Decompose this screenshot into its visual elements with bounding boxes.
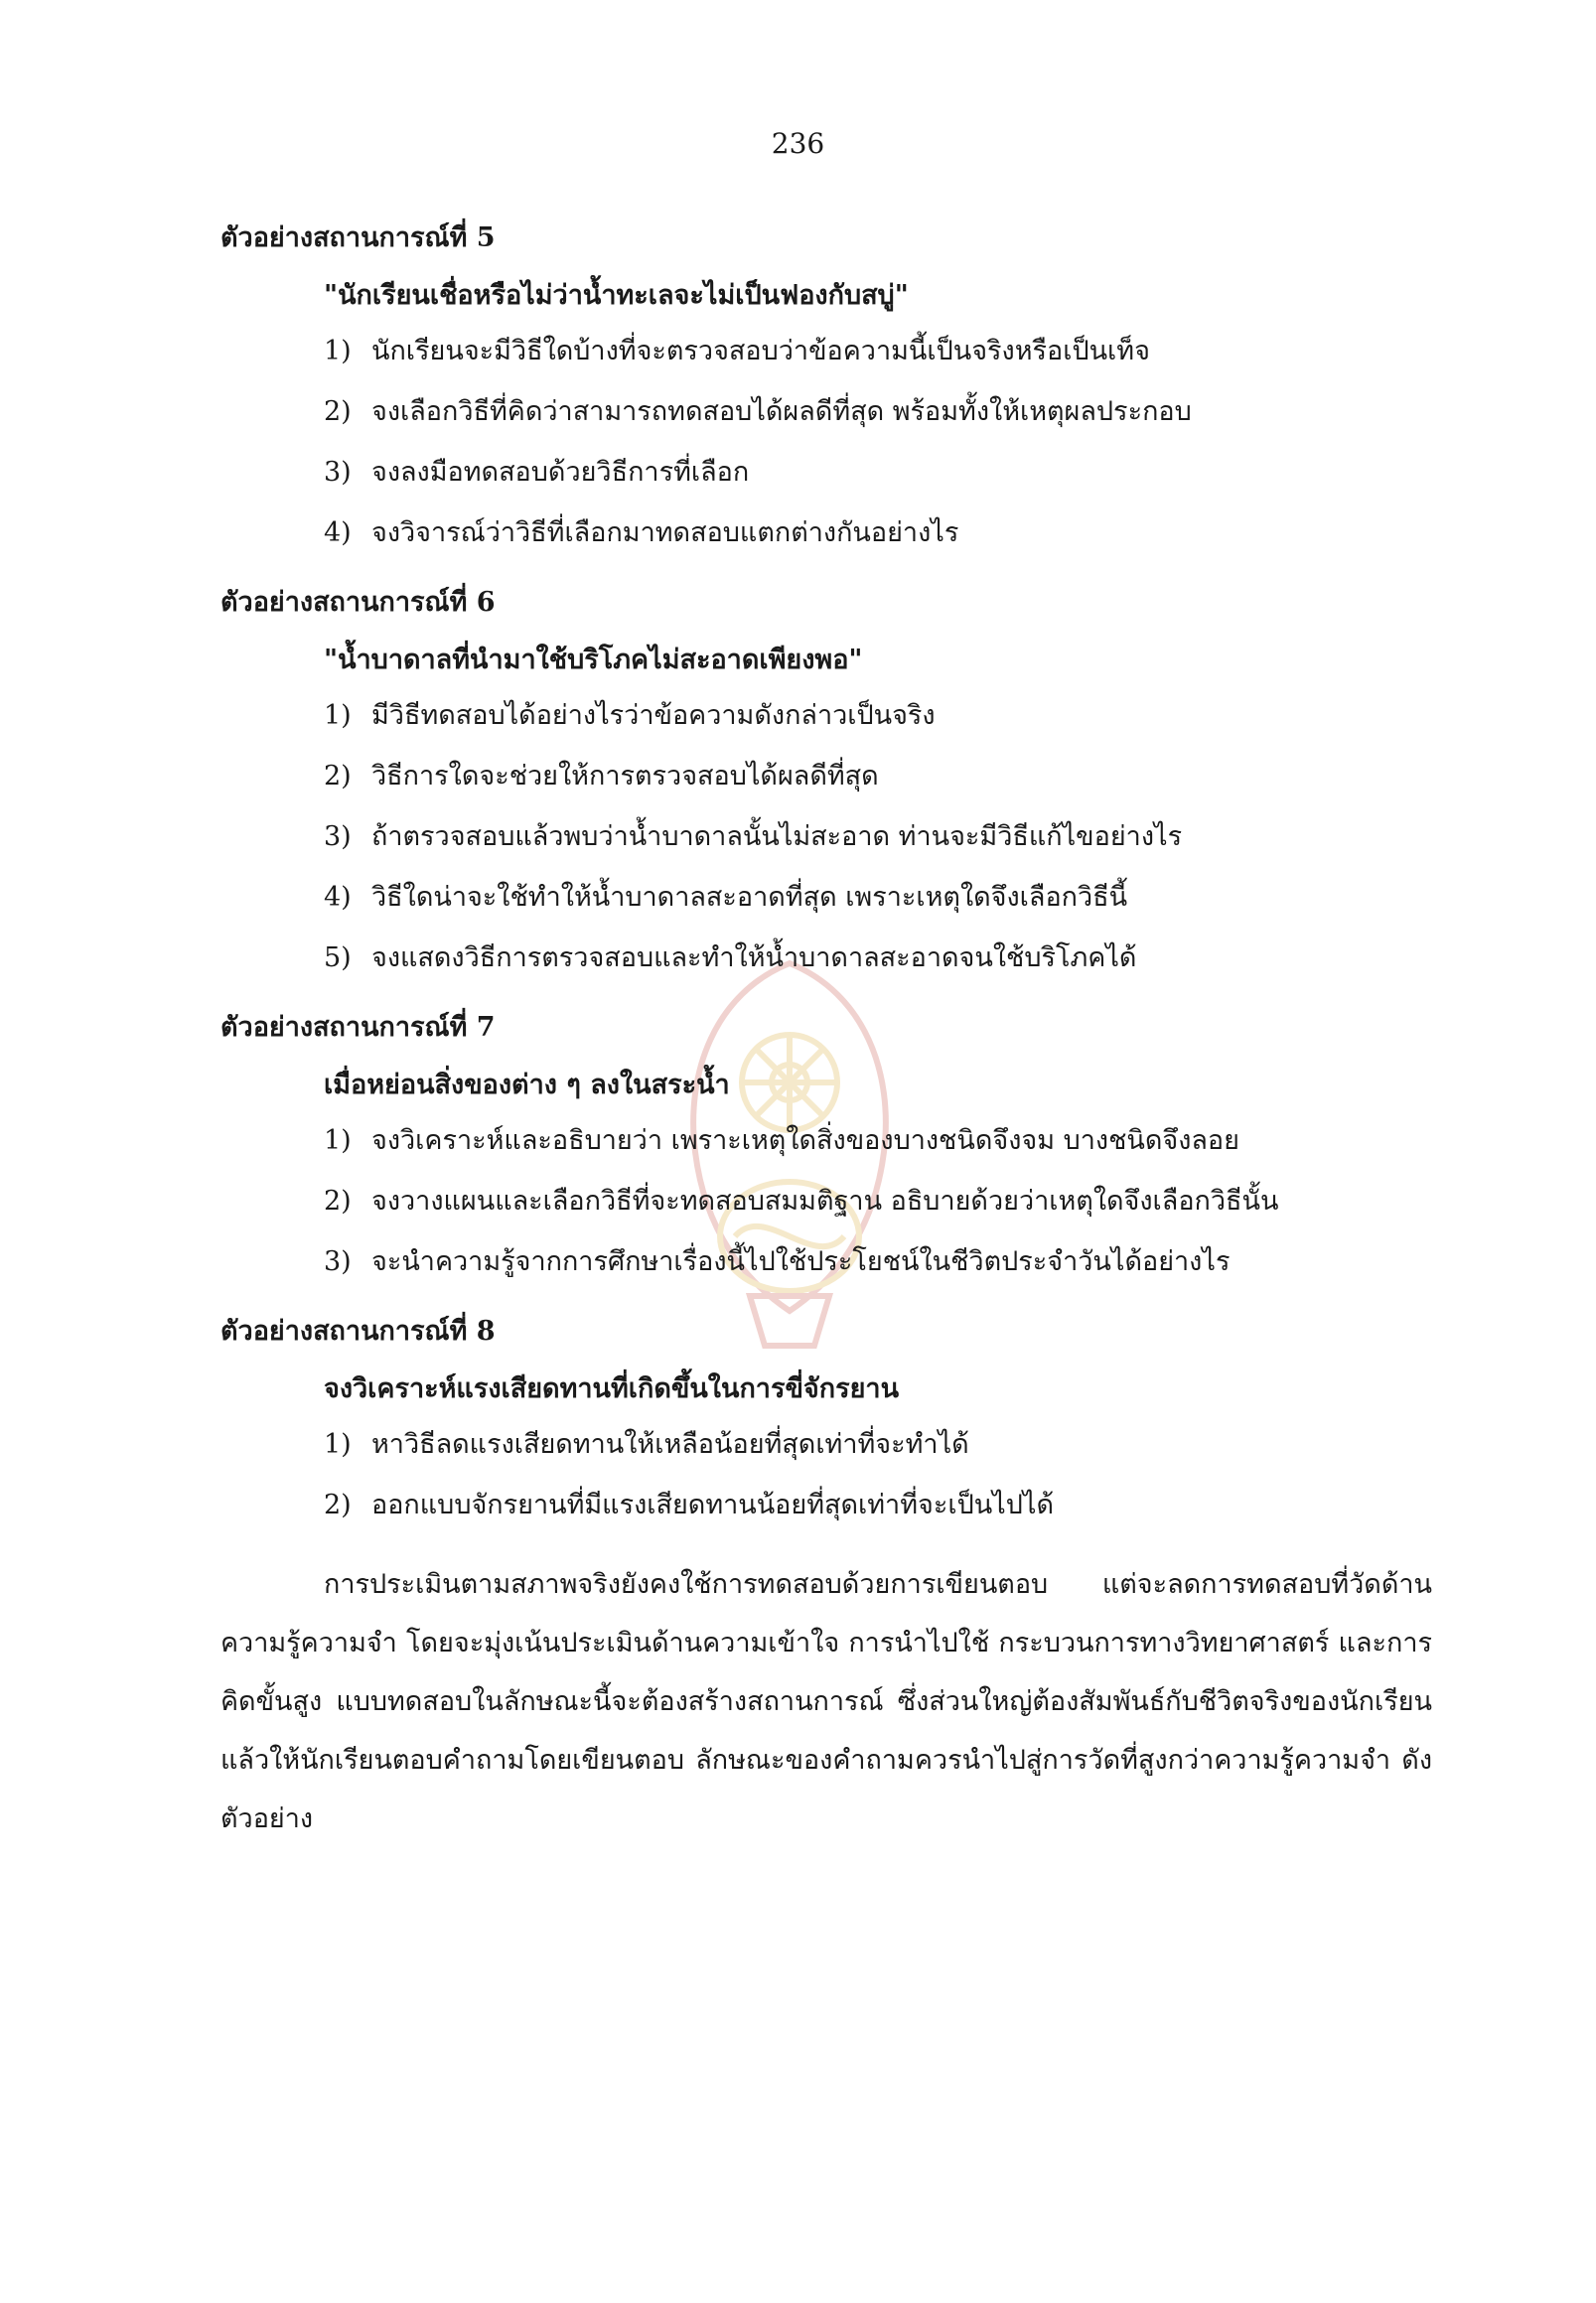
list-item xyxy=(324,1425,1432,1465)
item-text: ออกแบบจักรยานที่มีแรงเสียดทานน้อยที่สุดเท่าที่จะเป็นไปได้ xyxy=(371,1490,1054,1520)
item-number: 1) xyxy=(324,336,352,366)
item-number: 2) xyxy=(324,1490,352,1520)
situation-section xyxy=(220,1008,1432,1282)
list-item xyxy=(324,392,1432,432)
section-heading: ตัวอย่างสถานการณ์ที่ 6 xyxy=(220,587,496,618)
section-prompt: เมื่อหย่อนสิ่งของต่าง ๆ ลงในสระน้ำ xyxy=(324,1070,730,1100)
situation-section xyxy=(220,218,1432,553)
item-text: จะนำความรู้จากการศึกษาเรื่องนี้ไปใช้ประโยชน์ในชีวิตประจำวันได้อย่างไร xyxy=(371,1246,1231,1277)
section-heading: ตัวอย่างสถานการณ์ที่ 5 xyxy=(220,222,496,253)
section-prompt: "น้ำบาดาลที่นำมาใช้บริโภคไม่สะอาดเพียงพอ" xyxy=(324,645,863,675)
item-text: จงลงมือทดสอบด้วยวิธีการที่เลือก xyxy=(371,457,750,488)
page-content xyxy=(220,218,1432,1848)
section-heading: ตัวอย่างสถานการณ์ที่ 8 xyxy=(220,1316,496,1347)
item-number: 1) xyxy=(324,1429,352,1460)
list-item xyxy=(324,1486,1432,1525)
list-item xyxy=(324,938,1432,978)
situation-section xyxy=(220,1312,1432,1525)
item-number: 3) xyxy=(324,821,352,852)
item-text: มีวิธีทดสอบได้อย่างไรว่าข้อความดังกล่าวเป็นจริง xyxy=(371,700,936,731)
page-number: 236 xyxy=(771,127,825,160)
list-item xyxy=(324,1121,1432,1161)
list-item xyxy=(324,696,1432,736)
item-number: 2) xyxy=(324,1186,352,1217)
section-prompt: "นักเรียนเชื่อหรือไม่ว่าน้ำทะเลจะไม่เป็นฟองกับสบู่" xyxy=(324,280,909,311)
item-text: จงเลือกวิธีที่คิดว่าสามารถทดสอบได้ผลดีที่สุด พร้อมทั้งให้เหตุผลประกอบ xyxy=(371,396,1192,427)
list-item xyxy=(324,757,1432,796)
item-number: 2) xyxy=(324,396,352,427)
list-item xyxy=(324,1242,1432,1282)
list-item xyxy=(324,878,1432,918)
list-item xyxy=(324,453,1432,493)
item-number: 2) xyxy=(324,761,352,792)
item-text: วิธีการใดจะช่วยให้การตรวจสอบได้ผลดีที่สุด xyxy=(371,761,879,792)
list-item xyxy=(324,332,1432,371)
item-number: 3) xyxy=(324,1246,352,1277)
item-text: นักเรียนจะมีวิธีใดบ้างที่จะตรวจสอบว่าข้อความนี้เป็นจริงหรือเป็นเท็จ xyxy=(371,336,1150,366)
closing-paragraph: การประเมินตามสภาพจริงยังคงใช้การทดสอบด้วยการเขียนตอบ แต่จะลดการทดสอบที่วัดด้านความรู้ความจำ โดยจะมุ่งเน้นประเมินด้านความเข้าใจ การนำไปใช้ กระบวนการทางวิทยาศาสตร์ และการคิดขั้นสูง แบบทดสอบในลักษณะนี้จะต้องสร้างสถานการณ์ ซึ่งส่วนใหญ่ต้องสัมพันธ์กับชีวิตจริงของนักเรียน แล้วให้นักเรียนตอบคำถามโดยเขียนตอบ ลักษณะของคำถามควรนำไปสู่การวัดที่สูงกว่าความรู้ความจำ ดังตัวอย่าง xyxy=(220,1569,1432,1834)
section-heading: ตัวอย่างสถานการณ์ที่ 7 xyxy=(220,1012,496,1043)
situation-section xyxy=(220,583,1432,978)
item-number: 1) xyxy=(324,700,352,731)
item-number: 3) xyxy=(324,457,352,488)
item-number: 1) xyxy=(324,1125,352,1156)
list-item xyxy=(324,1182,1432,1222)
item-text: จงวิจารณ์ว่าวิธีที่เลือกมาทดสอบแตกต่างกันอย่างไร xyxy=(371,517,959,548)
item-text: วิธีใดน่าจะใช้ทำให้น้ำบาดาลสะอาดที่สุด เพราะเหตุใดจึงเลือกวิธีนี้ xyxy=(371,882,1128,913)
list-item xyxy=(324,817,1432,857)
list-item xyxy=(324,513,1432,553)
item-number: 4) xyxy=(324,882,352,913)
item-text: จงแสดงวิธีการตรวจสอบและทำให้น้ำบาดาลสะอาดจนใช้บริโภคได้ xyxy=(371,942,1137,973)
item-text: หาวิธีลดแรงเสียดทานให้เหลือน้อยที่สุดเท่าที่จะทำได้ xyxy=(371,1429,969,1460)
item-text: จงวางแผนและเลือกวิธีที่จะทดสอบสมมติฐาน อธิบายด้วยว่าเหตุใดจึงเลือกวิธีนั้น xyxy=(371,1186,1279,1217)
item-number: 4) xyxy=(324,517,352,548)
section-prompt: จงวิเคราะห์แรงเสียดทานที่เกิดขึ้นในการขี่จักรยาน xyxy=(324,1373,900,1404)
item-number: 5) xyxy=(324,942,352,973)
item-text: ถ้าตรวจสอบแล้วพบว่าน้ำบาดาลนั้นไม่สะอาด ท่านจะมีวิธีแก้ไขอย่างไร xyxy=(371,821,1183,852)
item-text: จงวิเคราะห์และอธิบายว่า เพราะเหตุใดสิ่งของบางชนิดจึงจม บางชนิดจึงลอย xyxy=(371,1125,1239,1156)
